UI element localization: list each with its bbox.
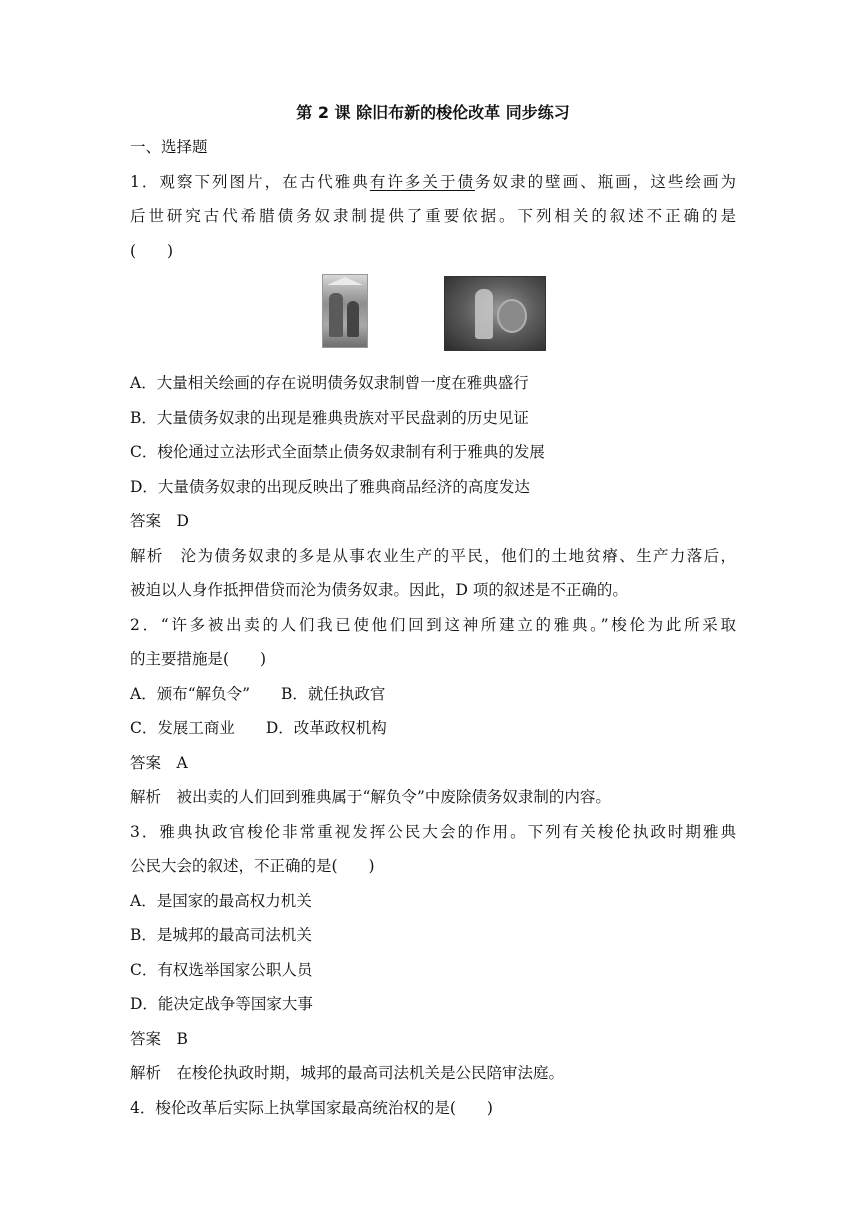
question-3-stem-line-1: 3．雅典执政官梭伦非常重视发挥公民大会的作用。下列有关梭伦执政时期雅典 (130, 822, 736, 841)
question-2-options-row-2: C．发展工商业 D．改革政权机构 (130, 719, 387, 737)
page-title: 第 2 课 除旧布新的梭伦改革 同步练习 (296, 103, 570, 122)
question-3-answer: 答案 B (130, 1029, 188, 1048)
stele-relief-image (322, 274, 368, 348)
question-3-analysis: 解析 在梭伦执政时期，城邦的最高司法机关是公民陪审法庭。 (130, 1064, 565, 1082)
question-1-option-c: C．梭伦通过立法形式全面禁止债务奴隶制有利于雅典的发展 (130, 443, 545, 461)
question-1-figure (130, 274, 736, 364)
document-page (130, 96, 736, 1125)
question-1-answer: 答案 D (130, 512, 189, 530)
question-3-option-a: A．是国家的最高权力机关 (130, 891, 312, 910)
question-1-option-d: D．大量债务奴隶的出现反映出了雅典商品经济的高度发达 (130, 477, 530, 496)
question-2-answer: 答案 A (130, 753, 188, 772)
question-2-stem-line-1: 2．“许多被出卖的人们我已使他们回到这神所建立的雅典。”梭伦为此所采取 (130, 615, 736, 634)
underlined-phrase: 有许多关于债 (369, 172, 476, 191)
question-2-stem-line-2: 的主要措施是( ) (130, 650, 267, 668)
question-1-stem-line-2: 后世研究古代希腊债务奴隶制提供了重要依据。下列相关的叙述不正确的是 (130, 207, 736, 225)
question-2-options-row-1: A．颁布“解负令” B．就任执政官 (130, 684, 386, 703)
question-3-option-b: B．是城邦的最高司法机关 (130, 926, 312, 944)
question-1-blank: ( ) (130, 241, 174, 260)
question-3-option-c: C．有权选举国家公职人员 (130, 960, 313, 979)
question-1-stem-line-1: 1．观察下列图片，在古代雅典有许多关于债务奴隶的壁画、瓶画，这些绘画为 (130, 172, 736, 191)
question-1-analysis-line-2: 被迫以人身作抵押借贷而沦为债务奴隶。因此，D 项的叙述是不正确的。 (130, 581, 628, 599)
question-3-option-d: D．能决定战争等国家大事 (130, 995, 313, 1013)
question-1-option-a: A．大量相关绘画的存在说明债务奴隶制曾一度在雅典盛行 (130, 374, 529, 392)
question-1-option-b: B．大量债务奴隶的出现是雅典贵族对平民盘剥的历史见证 (130, 408, 529, 427)
question-1-analysis-line-1: 解析 沦为债务奴隶的多是从事农业生产的平民，他们的土地贫瘠、生产力落后， (130, 546, 736, 565)
vase-painting-image (444, 276, 546, 351)
section-heading: 一、选择题 (130, 138, 208, 156)
question-4-stem: 4．梭伦改革后实际上执掌国家最高统治权的是( ) (130, 1098, 493, 1117)
question-3-stem-line-2: 公民大会的叙述，不正确的是( ) (130, 857, 375, 875)
question-2-analysis: 解析 被出卖的人们回到雅典属于“解负令”中废除债务奴隶制的内容。 (130, 788, 611, 806)
